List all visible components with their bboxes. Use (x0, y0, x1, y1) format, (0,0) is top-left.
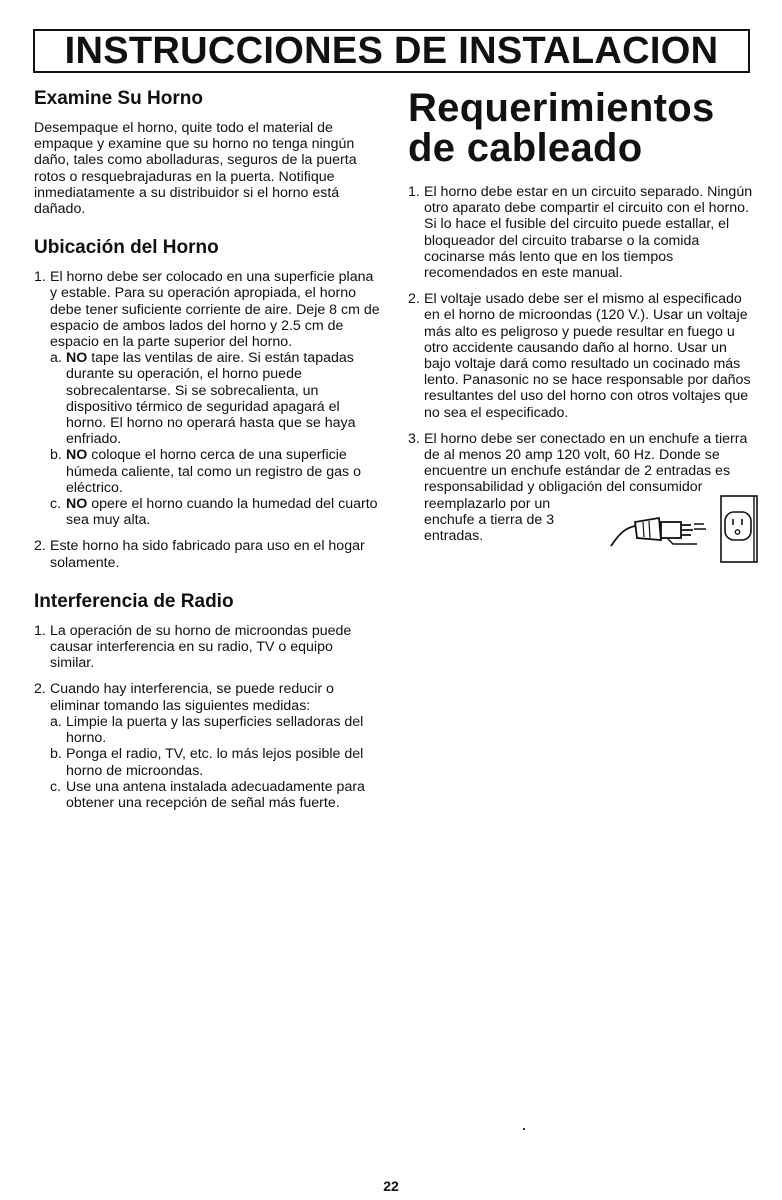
bold-no: NO (66, 496, 88, 513)
page-title-box (33, 29, 750, 73)
page-number: 22 (383, 1178, 399, 1194)
sub-text: tape las ventilas de aire. Si están tapadas durante su operación, el horno puede sobrecalentarse. Si se sobrecalienta, un dispositivo térmico de seguridad apagará el horno. El horno no operará hasta que se haya enfriado. (66, 350, 356, 448)
sub-letter: c. (50, 496, 62, 513)
item-number: 3. (408, 430, 420, 447)
list-item (34, 681, 380, 811)
ubicacion-section (34, 237, 380, 571)
sub-item (50, 496, 380, 528)
left-column (34, 88, 380, 831)
item-number: 1. (34, 269, 46, 286)
sub-item (50, 714, 380, 746)
interferencia-section (34, 591, 380, 811)
sub-item (50, 447, 380, 496)
sub-item (50, 779, 380, 811)
examine-heading: Examine Su Horno (34, 88, 203, 109)
plug-line-3: entradas. (424, 528, 484, 545)
item-number: 2. (34, 681, 46, 698)
item-number: 2. (408, 291, 420, 308)
sub-text: opere el horno cuando la humedad del cuarto sea muy alta. (66, 496, 378, 529)
item-number: 1. (34, 622, 46, 639)
sub-letter: b. (50, 447, 62, 464)
item-text: El horno debe ser conectado en un enchufe a tierra de al menos 20 amp 120 volt, 60 Hz. Donde se encuentre un enchufe estándar de 2 entradas es responsabilidad y obligación del consumidor (424, 430, 748, 496)
sub-list (50, 350, 380, 528)
item-text: La operación de su horno de microondas puede causar interferencia en su radio, TV o equipo similar. (50, 622, 352, 672)
list-item (34, 269, 380, 528)
list-item (34, 623, 380, 672)
sub-text: Use una antena instalada adecuadamente para obtener una recepción de señal más fuerte. (66, 778, 365, 811)
item-text: El horno debe ser colocado en una superficie plana y estable. Para su operación apropiada, el horno debe tener suficiente corriente de aire. Deje 8 cm de espacio de ambos lados del horno y 2.5 cm de espacio en la parte superior del horno. (50, 269, 380, 351)
item-text: El horno debe estar en un circuito separado. Ningún otro aparato debe compartir el circuito con el horno. Si lo hace el fusible del circuito puede estallar, el bloqueador del circuito trabarse o la comida cocinarse más lento que en los tiempos recomendados en este manual. (424, 184, 753, 282)
bold-no: NO (66, 447, 88, 464)
examine-section (34, 88, 380, 217)
list-item (34, 538, 380, 570)
list-item (408, 431, 754, 544)
sub-letter: c. (50, 778, 62, 795)
requerimientos-title-line2: de cableado (408, 126, 643, 170)
item-number: 2. (34, 538, 46, 555)
item-number: 1. (408, 184, 420, 200)
plug-row (424, 496, 754, 545)
sub-text: Ponga el radio, TV, etc. lo más lejos posible del horno de microondas. (66, 746, 364, 779)
sub-letter: b. (50, 746, 62, 763)
right-column (408, 88, 754, 554)
bold-no: NO (66, 350, 88, 367)
plug-line-1: reemplazarlo por un (424, 495, 551, 512)
page-title: INSTRUCCIONES DE INSTALACION (64, 30, 719, 72)
sub-list (50, 714, 380, 811)
list-item (408, 291, 754, 421)
sub-letter: a. (50, 713, 62, 730)
requerimientos-title (408, 88, 754, 168)
sub-text: coloque el horno cerca de una superficie húmeda caliente, tal como un registro de gas o eléctrico. (66, 447, 361, 496)
grounded-plug-icon (609, 494, 759, 564)
interferencia-heading: Interferencia de Radio (34, 590, 234, 612)
requerimientos-title-line1: Requerimientos (408, 86, 715, 130)
plug-line-2: enchufe a tierra de 3 (424, 511, 555, 528)
sub-item (50, 350, 380, 447)
requerimientos-list (408, 184, 754, 544)
item-text: Cuando hay interferencia, se puede reducir o eliminar tomando las siguientes medidas: (50, 681, 334, 714)
sub-text: Limpie la puerta y las superficies selladoras del horno. (66, 713, 364, 747)
sub-letter: a. (50, 350, 62, 367)
sub-item (50, 746, 380, 778)
ubicacion-heading: Ubicación del Horno (34, 237, 219, 259)
stray-dot (523, 1128, 525, 1130)
examine-text: Desempaque el horno, quite todo el material de empaque y examine que su horno no tenga ningún daño, tales como abolladuras, seguros de la puerta rotos o resquebrajaduras en la puerta. Notifique inmediatamente a su distribuidor si el horno está dañado. (34, 120, 357, 218)
item-text: El voltaje usado debe ser el mismo al especificado en el horno de microondas (120 V.). Usar un voltaje más alto es peligroso y puede resultar en fuego u otro accidente causando daño al horno. Usar un bajo voltaje dará como resultado un cocinado más lento. Panasonic no se hace responsable por daños resultantes del uso del horno con otros voltajes que no sea el especificado. (424, 291, 751, 421)
ubicacion-list (34, 269, 380, 571)
interferencia-list (34, 623, 380, 811)
list-item (408, 184, 754, 281)
item-text: Este horno ha sido fabricado para uso en el hogar solamente. (50, 538, 365, 571)
